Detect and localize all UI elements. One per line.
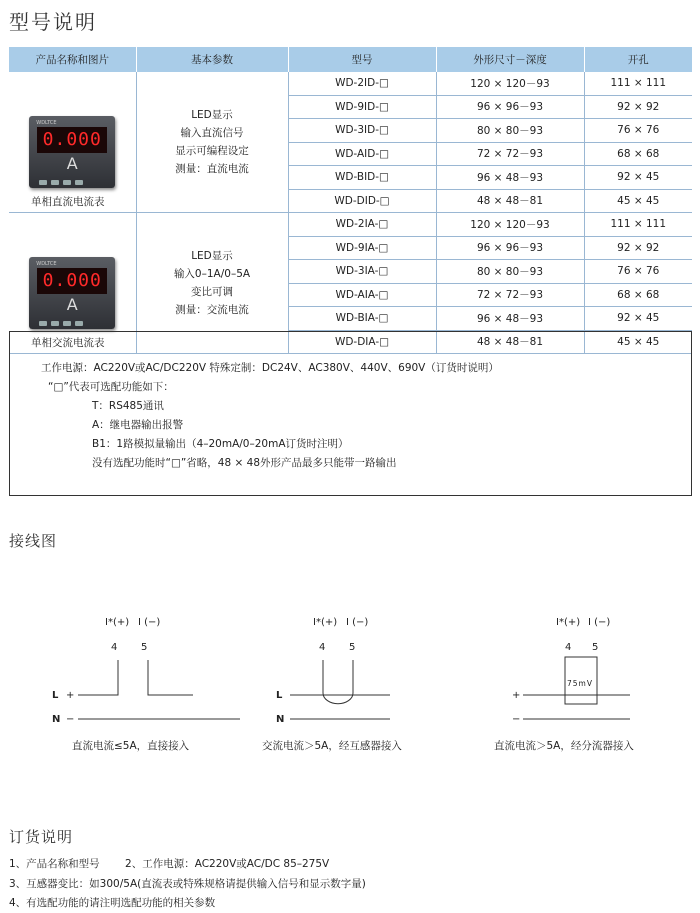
d1-caption: 直流电流≤5A，直接接入 [72,740,190,752]
meter-brand: WDLTCE [36,120,57,126]
meter-buttons [39,176,87,188]
hole-cell: 92 × 45 [584,166,692,190]
d1-wire-out [148,660,193,695]
size-cell: 96 × 96－93 [436,236,584,260]
d3-shunt-label: 75mV [567,679,593,688]
size-cell: 72 × 72－93 [436,283,584,307]
note-options-title: “□”代表可选配功能如下： [48,381,174,393]
size-cell: 48 × 48－81 [436,330,584,354]
meter-display: 0.000 [37,127,107,153]
meter-buttons [39,317,87,329]
params-cell-dc [136,72,288,213]
product-name: 单相直流电流表 [31,196,105,208]
model-cell: WD-BID-□ [288,166,436,190]
size-cell: 120 × 120－93 [436,213,584,237]
d2-ct-loop [323,660,353,704]
d2-caption: 交流电流＞5A，经互感器接入 [262,740,402,752]
wiring-diagram-dc-shunt [512,617,630,725]
d3-minus-label: − [512,714,521,725]
model-cell: WD-DID-□ [288,189,436,213]
model-cell: WD-9IA-□ [288,236,436,260]
hole-cell: 45 × 45 [584,330,692,354]
d3-terminal-4: 4 [565,642,572,653]
size-cell: 72 × 72－93 [436,142,584,166]
d1-n-label: N [52,714,61,725]
param-line: 输入0–1A/0–5A [173,268,251,280]
hole-cell: 68 × 68 [584,283,692,307]
order-item-3: 3、互感器变比：如300/5A(直流表或特殊规格请提供输入信号和显示数字量) [9,878,366,890]
model-cell: WD-BIA-□ [288,307,436,331]
d1-wire-in [78,660,118,695]
hole-cell: 76 × 76 [584,260,692,284]
header-product: 产品名称和图片 [9,47,136,72]
d1-terminal-5: 5 [141,642,148,653]
d2-terminal-5: 5 [349,642,356,653]
hole-cell: 92 × 92 [584,95,692,119]
ac-meter-image [29,257,115,329]
hole-cell: 45 × 45 [584,189,692,213]
d1-terminal-4: 4 [111,642,118,653]
size-cell: 48 × 48－81 [436,189,584,213]
param-line: 输入直流信号 [180,127,244,139]
meter-unit: A [66,154,78,173]
hole-cell: 111 × 111 [584,72,692,95]
model-cell: WD-3ID-□ [288,119,436,143]
product-name: 单相交流电流表 [31,337,105,349]
wiring-diagram-ac-ct [276,617,390,725]
hole-cell: 68 × 68 [584,142,692,166]
model-cell: WD-9ID-□ [288,95,436,119]
size-cell: 80 × 80－93 [436,260,584,284]
order-item-2: 2、工作电源：AC220V或AC/DC 85–275V [125,858,330,870]
d2-terminal-4: 4 [319,642,326,653]
notes-box [9,331,692,496]
size-cell: 96 × 48－93 [436,166,584,190]
order-item-4: 4、有选配功能的请注明选配功能的相关参数 [9,897,216,909]
size-cell: 80 × 80－93 [436,119,584,143]
param-line: 变比可调 [191,286,233,298]
header-size: 外形尺寸－深度 [436,47,584,72]
param-line: 测量：直流电流 [175,163,249,175]
d2-l-label: L [276,690,283,701]
d3-caption: 直流电流＞5A，经分流器接入 [494,740,634,752]
wiring-title: 接线图 [9,532,58,550]
d3-in-neg-label: I (−) [588,617,611,628]
param-line: LED显示 [191,250,233,262]
d3-terminal-5: 5 [592,642,599,653]
d1-minus-label: − [66,714,75,725]
hole-cell: 92 × 45 [584,307,692,331]
note-option-b1: B1：1路模拟量输出（4–20mA/0–20mA订货时注明） [92,438,349,450]
order-item-1: 1、产品名称和型号 [9,858,100,870]
param-line: 显示可编程设定 [175,145,249,157]
model-cell: WD-2IA-□ [288,213,436,237]
order-title: 订货说明 [9,828,74,846]
d1-in-pos-label: I*(+) [105,617,130,628]
note-option-t: T：RS485通讯 [92,400,164,412]
size-cell: 96 × 48－93 [436,307,584,331]
note-option-a: A：继电器输出报警 [92,419,184,431]
d3-in-pos-label: I*(+) [556,617,581,628]
page-title: 型号说明 [9,10,97,34]
d3-shunt-box [565,657,597,704]
model-spec-table [9,47,692,354]
meter-brand: WDLTCE [36,261,57,267]
d1-l-label: L [52,690,59,701]
table-header-row [9,47,692,72]
model-cell: WD-2ID-□ [288,72,436,95]
size-cell: 120 × 120－93 [436,72,584,95]
wiring-diagram-dc-direct [52,617,240,725]
d1-in-neg-label: I (−) [138,617,161,628]
d2-n-label: N [276,714,285,725]
dc-meter-image [29,116,115,188]
d1-plus-label: + [66,690,75,701]
hole-cell: 111 × 111 [584,213,692,237]
table-row [9,213,692,237]
model-cell: WD-DIA-□ [288,330,436,354]
product-cell-dc [9,72,136,213]
note-power: 工作电源：AC220V或AC/DC220V 特殊定制：DC24V、AC380V、440V、690V（订货时说明） [41,362,499,374]
table-row [9,72,692,95]
hole-cell: 76 × 76 [584,119,692,143]
header-model: 型号 [288,47,436,72]
hole-cell: 92 × 92 [584,236,692,260]
param-line: LED显示 [191,109,233,121]
meter-display: 0.000 [37,268,107,294]
d2-in-neg-label: I (−) [346,617,369,628]
note-no-option: 没有选配功能时“□”省略，48 × 48外形产品最多只能带一路输出 [92,457,397,469]
meter-unit: A [66,295,78,314]
size-cell: 96 × 96－93 [436,95,584,119]
header-params: 基本参数 [136,47,288,72]
order-line-1 [9,856,329,871]
param-line: 测量：交流电流 [175,304,249,316]
header-hole: 开孔 [584,47,692,72]
model-cell: WD-3IA-□ [288,260,436,284]
model-cell: WD-AID-□ [288,142,436,166]
d3-plus-label: + [512,690,521,701]
d2-in-pos-label: I*(+) [313,617,338,628]
model-cell: WD-AIA-□ [288,283,436,307]
